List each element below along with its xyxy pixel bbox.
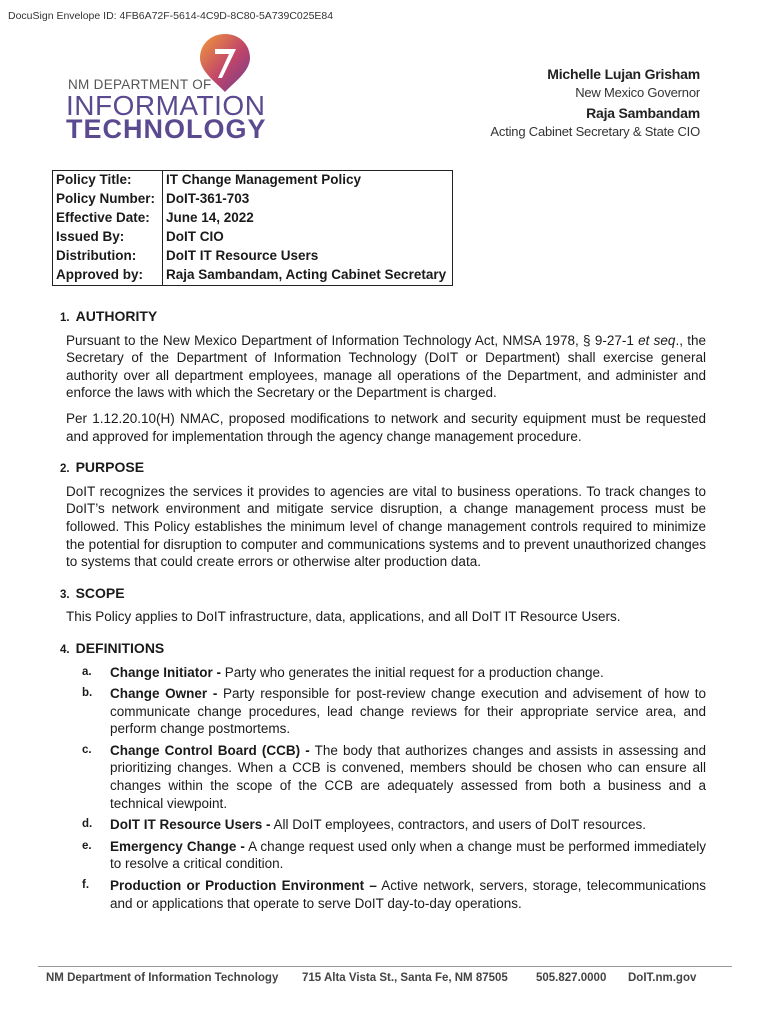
policy-field-value: IT Change Management Policy bbox=[166, 172, 362, 187]
policy-field-label: Issued By: bbox=[53, 228, 163, 247]
policy-table-row bbox=[53, 209, 453, 228]
officials-block bbox=[490, 66, 700, 139]
definition-text: All DoIT employees, contractors, and users of DoIT resources. bbox=[270, 817, 646, 833]
policy-field-label: Distribution: bbox=[53, 247, 163, 266]
policy-field-value: DoIT CIO bbox=[166, 229, 224, 244]
policy-field-label: Effective Date: bbox=[53, 209, 163, 228]
section-heading-definitions: 4. DEFINITIONS bbox=[60, 639, 165, 656]
authority-paragraph-2: Per 1.12.20.10(H) NMAC, proposed modifications to network and security equipment must be requested and approved for implementation through the agency change management procedure. bbox=[66, 410, 706, 444]
docusign-envelope-id: DocuSign Envelope ID: 4FB6A72F-5614-4C9D-8C80-5A739C025E84 bbox=[8, 10, 334, 22]
definition-term: DoIT IT Resource Users - bbox=[110, 817, 271, 833]
policy-field-value: June 14, 2022 bbox=[166, 210, 254, 225]
definition-item bbox=[82, 816, 706, 834]
policy-body bbox=[60, 308, 707, 916]
logo-line-2: INFORMATION bbox=[66, 90, 266, 121]
cio-title: Acting Cabinet Secretary & State CIO bbox=[490, 124, 700, 139]
footer-address: 715 Alta Vista St., Santa Fe, NM 87505 bbox=[302, 972, 508, 984]
section-heading-purpose: 2. PURPOSE bbox=[60, 459, 145, 476]
definition-text: Active network, servers, storage, telecommunications and or applications that operate to serve DoIT day-to-day operations. bbox=[110, 878, 707, 911]
policy-field-value: Raja Sambandam, Acting Cabinet Secretary bbox=[166, 267, 447, 282]
logo-line-1: NM DEPARTMENT OF bbox=[68, 77, 212, 92]
cio-name: Raja Sambandam bbox=[586, 105, 700, 121]
scope-paragraph: This Policy applies to DoIT infrastructure, data, applications, and all DoIT IT Resource Users. bbox=[66, 609, 621, 625]
definition-term: Change Initiator - bbox=[110, 664, 221, 680]
footer-org: NM Department of Information Technology bbox=[46, 972, 279, 984]
definition-item bbox=[82, 877, 706, 912]
policy-table-row bbox=[53, 228, 453, 247]
policy-field-value: DoIT-361-703 bbox=[166, 191, 250, 206]
page-footer bbox=[46, 972, 696, 984]
definition-term: Change Owner - bbox=[110, 686, 218, 702]
governor-name: Michelle Lujan Grisham bbox=[547, 66, 700, 82]
definition-letter: a. bbox=[82, 665, 92, 678]
governor-title: New Mexico Governor bbox=[575, 85, 700, 100]
policy-field-label: Policy Number: bbox=[53, 190, 163, 209]
policy-info-table bbox=[52, 170, 453, 286]
section-heading-scope: 3. SCOPE bbox=[60, 584, 125, 601]
definition-text: Party responsible for post-review change execution and advisement of how to communicate change procedures, lead change reviews for their appropriate service area, and perform change postmortems. bbox=[110, 686, 706, 737]
doit-logo bbox=[66, 30, 267, 144]
definitions-list bbox=[82, 664, 706, 913]
definition-text: A change request used only when a change must be performed immediately to resolve a critical condition. bbox=[110, 838, 706, 872]
definition-item bbox=[82, 685, 706, 738]
definition-letter: d. bbox=[82, 818, 93, 831]
definition-text: The body that authorizes changes and assists in assessing and prioritizing changes. When a CCB is convened, members should be chosen who can ensure all changes within the scope of the CCB are adequately assessed from both a business and a technical viewpoint. bbox=[110, 742, 707, 811]
definition-item bbox=[82, 742, 706, 812]
definition-letter: f. bbox=[82, 879, 90, 892]
policy-table-row bbox=[53, 171, 453, 191]
purpose-paragraph: DoIT recognizes the services it provides to agencies are vital to business operations. To track changes to DoIT’s network environment and mitigate service disruption, a change management process must be followed. This Policy establishes the minimum level of change management controls required to minimize the potential for disruption to computer and communications systems and to prevent unauthorized changes to systems that could create errors or otherwise alter production data. bbox=[66, 483, 706, 570]
section-heading-authority: 1. AUTHORITY bbox=[60, 308, 158, 324]
definition-term: Emergency Change - bbox=[110, 838, 245, 854]
definition-term: Production or Production Environment – bbox=[110, 878, 377, 894]
definition-letter: b. bbox=[82, 687, 93, 700]
policy-field-label: Approved by: bbox=[53, 266, 163, 286]
logo-line-3: TECHNOLOGY bbox=[66, 114, 267, 144]
policy-table-row bbox=[53, 266, 453, 286]
policy-field-label: Policy Title: bbox=[53, 171, 163, 191]
definition-item bbox=[82, 838, 706, 873]
footer-website: DoIT.nm.gov bbox=[628, 972, 697, 984]
definition-item bbox=[82, 664, 706, 682]
definition-text: Party who generates the initial request for a production change. bbox=[221, 664, 604, 680]
policy-field-value: DoIT IT Resource Users bbox=[166, 248, 319, 263]
footer-divider bbox=[38, 966, 732, 967]
policy-table-row bbox=[53, 247, 453, 266]
policy-table-row bbox=[53, 190, 453, 209]
footer-phone: 505.827.0000 bbox=[536, 972, 607, 984]
definition-letter: c. bbox=[82, 743, 92, 756]
definition-term: Change Control Board (CCB) - bbox=[110, 742, 310, 758]
authority-paragraph-1: Pursuant to the New Mexico Department of Information Technology Act, NMSA 1978, § 9-27-1 et seq., the Secretary of the Department of Information Technology (DoIT or Department) shall exercise general authority over all department employees, manage all operations of the Department, and administer and enforce the laws with which the Secretary or the Department is charged. bbox=[66, 332, 706, 401]
definition-letter: e. bbox=[82, 839, 92, 852]
